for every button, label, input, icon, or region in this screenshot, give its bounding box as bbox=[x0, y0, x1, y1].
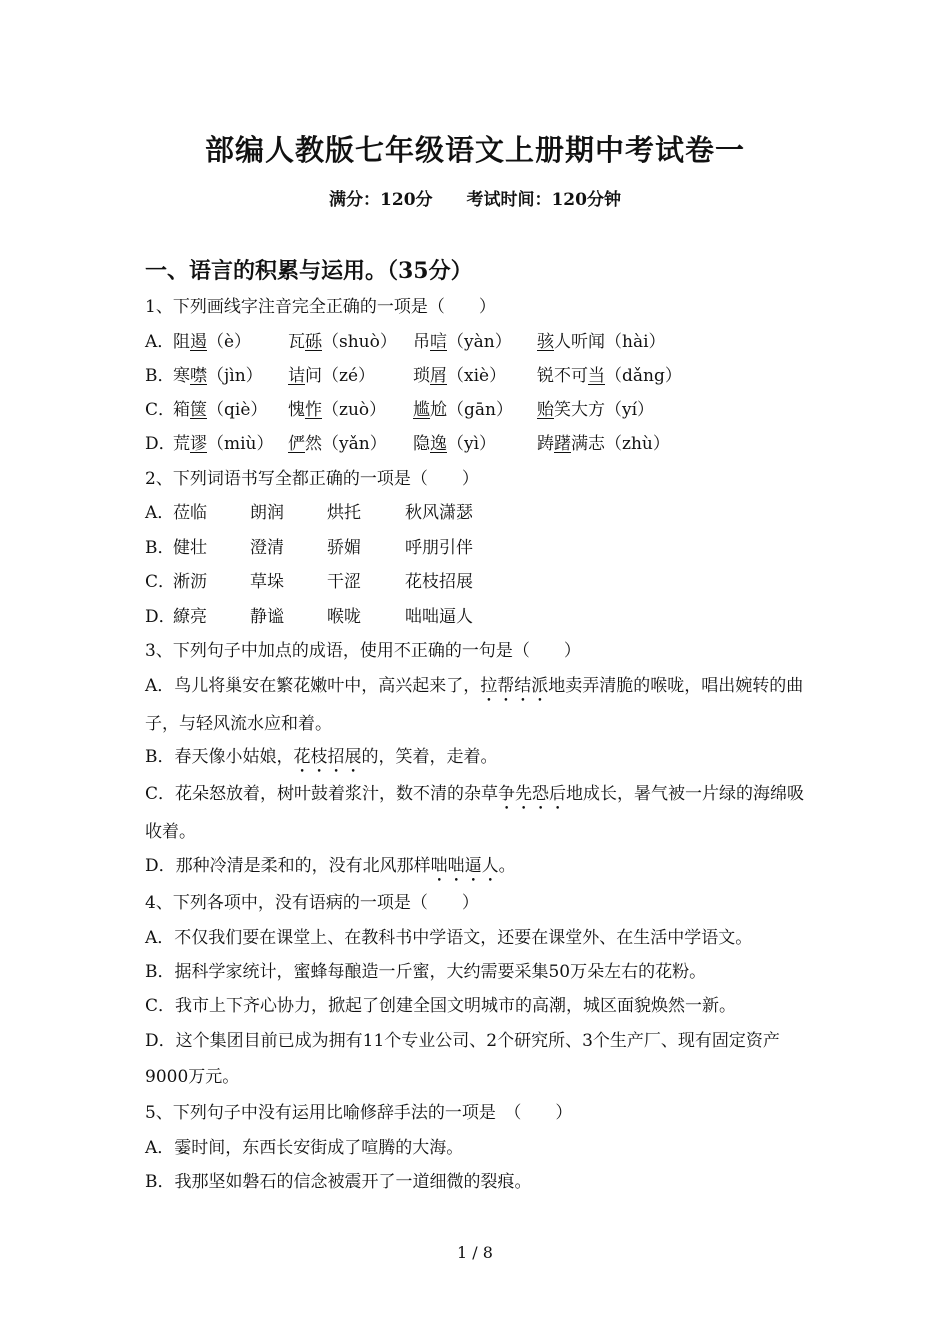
option-item: 寒噤（jìn） bbox=[173, 366, 263, 386]
word: 草垛 bbox=[250, 572, 284, 592]
question-3-option-d: D．那种冷清是柔和的，没有北风那样咄咄逼人。 bbox=[145, 856, 516, 876]
exam-info bbox=[0, 185, 950, 210]
question-2-option-a: A．莅临 朗润 烘托 秋风潇瑟 bbox=[145, 503, 473, 523]
option-item: 荒谬（miù） bbox=[173, 434, 274, 454]
option-item: 阻遏（è） bbox=[173, 332, 252, 352]
word: 干涩 bbox=[327, 572, 361, 592]
option-item: 箱箧（qiè） bbox=[173, 400, 268, 420]
word: 静谧 bbox=[250, 607, 284, 627]
question-1-option-a: A．阻遏（è） 瓦砾（shuò） 吊唁（yàn） 骇人听闻（hài） bbox=[145, 332, 666, 352]
option-item: 琐屑（xiè） bbox=[413, 366, 507, 386]
page-title: 部编人教版七年级语文上册期中考试卷一 bbox=[204, 133, 745, 167]
question-2-option-c: C．淅沥 草垛 干涩 花枝招展 bbox=[145, 572, 473, 592]
word: 烘托 bbox=[327, 503, 361, 523]
option-item: 骇人听闻（hài） bbox=[537, 332, 666, 352]
question-3-stem: 3、下列句子中加点的成语，使用不正确的一句是（ ） bbox=[145, 641, 581, 661]
word: 秋风潇瑟 bbox=[405, 503, 473, 523]
question-4-option-d: D．这个集团目前已成为拥有11个专业公司、2个研究所、3个生产厂、现有固定资产9000万元。 bbox=[145, 1031, 780, 1087]
page-number: 1 / 8 bbox=[457, 1243, 493, 1262]
word: 骄媚 bbox=[327, 538, 361, 558]
question-5-stem: 5、下列句子中没有运用比喻修辞手法的一项是 （ ） bbox=[145, 1103, 573, 1123]
question-2-option-d: D．繚亮 静谧 喉咙 咄咄逼人 bbox=[145, 607, 473, 627]
question-4-stem: 4、下列各项中，没有语病的一项是（ ） bbox=[145, 893, 479, 913]
question-5-option-b: B．我那坚如磐石的信念被震开了一道细微的裂痕。 bbox=[145, 1172, 532, 1192]
option-item: 隐逸（yì） bbox=[413, 434, 497, 454]
option-item: 瓦砾（shuò） bbox=[288, 332, 397, 352]
word: 莅临 bbox=[173, 503, 207, 523]
question-1-stem: 1、下列画线字注音完全正确的一项是（ ） bbox=[145, 297, 496, 317]
dotted-idiom: 拉帮结派 bbox=[480, 676, 549, 696]
option-item: 尴尬（gān） bbox=[413, 400, 513, 420]
word: 繚亮 bbox=[173, 607, 207, 627]
full-score: 满分：120分 bbox=[329, 190, 433, 210]
exam-time: 考试时间：120分钟 bbox=[466, 190, 621, 210]
question-2-stem: 2、下列词语书写全都正确的一项是（ ） bbox=[145, 469, 479, 489]
option-item: 俨然（yǎn） bbox=[288, 434, 387, 454]
word: 花枝招展 bbox=[405, 572, 473, 592]
word: 喉咙 bbox=[327, 607, 361, 627]
question-1-option-c: C．箱箧（qiè） 愧怍（zuò） 尴尬（gān） 贻笑大方（yí） bbox=[145, 400, 655, 420]
dotted-idiom: 花枝招展 bbox=[293, 747, 362, 767]
question-2-option-b: B．健壮 澄清 骄媚 呼朋引伴 bbox=[145, 538, 473, 558]
question-4-option-a: A．不仅我们要在课堂上、在教科书中学语文，还要在课堂外、在生活中学语文。 bbox=[145, 928, 753, 948]
question-3-option-b: B．春天像小姑娘，花枝招展的，笑着，走着。 bbox=[145, 747, 498, 767]
question-1-option-b: B．寒噤（jìn） 诘问（zé） 琐屑（xiè） 锐不可当（dǎng） bbox=[145, 366, 682, 386]
question-4-option-b: B．据科学家统计，蜜蜂每酿造一斤蜜，大约需要采集50万朵左右的花粉。 bbox=[145, 962, 707, 982]
option-item: 贻笑大方（yí） bbox=[537, 400, 655, 420]
option-item: 锐不可当（dǎng） bbox=[537, 366, 682, 386]
question-4-option-c: C．我市上下齐心协力，掀起了创建全国文明城市的高潮，城区面貌焕然一新。 bbox=[145, 996, 737, 1016]
word: 朗润 bbox=[250, 503, 284, 523]
word: 呼朋引伴 bbox=[405, 538, 473, 558]
option-item: 吊唁（yàn） bbox=[413, 332, 512, 352]
section-heading: 一、语言的积累与运用。（35分） bbox=[145, 258, 473, 284]
question-1-option-d: D．荒谬（miù） 俨然（yǎn） 隐逸（yì） 踌躇满志（zhù） bbox=[145, 434, 670, 454]
dotted-idiom: 争先恐后 bbox=[498, 784, 567, 804]
option-item: 愧怍（zuò） bbox=[288, 400, 387, 420]
word: 咄咄逼人 bbox=[405, 607, 473, 627]
question-3-option-a: A．鸟儿将巢安在繁花嫩叶中，高兴起来了，拉帮结派地卖弄清脆的喉咙，唱出婉转的曲子，与轻风流水应和着。 bbox=[145, 676, 804, 734]
word: 淅沥 bbox=[173, 572, 207, 592]
option-item: 诘问（zé） bbox=[288, 366, 376, 386]
question-3-option-c: C．花朵怒放着，树叶鼓着浆汁，数不清的杂草争先恐后地成长，暑气被一片绿的海绵吸收着。 bbox=[145, 784, 805, 842]
word: 澄清 bbox=[250, 538, 284, 558]
dotted-idiom: 咄咄逼人 bbox=[430, 856, 499, 876]
question-5-option-a: A．霎时间，东西长安街成了喧腾的大海。 bbox=[145, 1138, 464, 1158]
word: 健壮 bbox=[173, 538, 207, 558]
option-item: 踌躇满志（zhù） bbox=[537, 434, 670, 454]
